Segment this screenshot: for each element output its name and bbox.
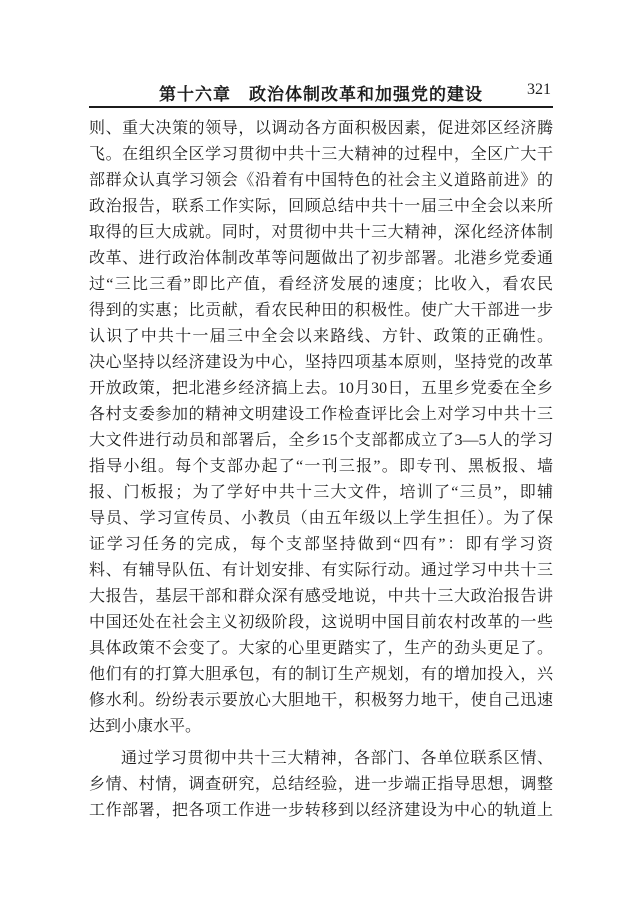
text-line: 导员、学习宣传员、小教员（由五年级以上学生担任）。为了保 [89, 510, 553, 527]
text-line: 达到小康水平。 [89, 718, 202, 735]
text-line: 通过学习贯彻中共十三大精神，各部门、各单位联系区情、 [121, 750, 553, 767]
text-line: 大报告，基层干部和群众深有感受地说，中共十三大政治报告讲 [89, 588, 553, 605]
text-line: 过“三比三看”即比产值，看经济发展的速度；比收入，看农民 [89, 276, 553, 293]
text-line: 得到的实惠；比贡献，看农民种田的积极性。使广大干部进一步 [89, 302, 553, 319]
text-line: 乡情、村情，调查研究，总结经验，进一步端正指导思想，调整 [89, 776, 553, 793]
paragraph [89, 116, 553, 740]
text-line: 证学习任务的完成，每个支部坚持做到“四有”：即有学习资 [89, 536, 553, 553]
text-line: 中国还处在社会主义初级阶段，这说明中国目前农村改革的一些 [89, 614, 553, 631]
text-line: 各村支委参加的精神文明建设工作检查评比会上对学习中共十三 [89, 406, 553, 423]
text-line: 取得的巨大成就。同时，对贯彻中共十三大精神，深化经济体制 [89, 224, 553, 241]
text-line: 修水利。纷纷表示要放心大胆地干，积极努力地干，使自己迅速 [89, 692, 553, 709]
page-content [89, 0, 553, 824]
text-line: 工作部署，把各项工作进一步转移到以经济建设为中心的轨道上 [89, 802, 553, 819]
text-line: 认识了中共十一届三中全会以来路线、方针、政策的正确性。 [89, 328, 553, 345]
text-line: 指导小组。每个支部办起了“一刊三报”。即专刊、黑板报、墙 [89, 458, 553, 475]
text-line: 他们有的打算大胆承包，有的制订生产规划，有的增加投入，兴 [89, 666, 553, 683]
text-line: 料、有辅导队伍、有计划安排、有实际行动。通过学习中共十三 [89, 562, 553, 579]
chapter-title: 第十六章 政治体制改革和加强党的建设 [159, 85, 483, 104]
text-line: 报、门板报；为了学好中共十三大文件，培训了“三员”，即辅 [89, 484, 553, 501]
text-line: 决心坚持以经济建设为中心，坚持四项基本原则，坚持党的改革 [89, 354, 553, 371]
header-rule [89, 106, 553, 108]
text-line: 则、重大决策的领导，以调动各方面积极因素，促进郊区经济腾 [89, 120, 553, 137]
page-body [89, 116, 553, 824]
page-number: 321 [527, 81, 551, 98]
text-line: 大文件进行动员和部署后，全乡15个支部都成立了3—5人的学习 [89, 432, 553, 449]
text-line: 部群众认真学习领会《沿着有中国特色的社会主义道路前进》的 [89, 172, 553, 189]
text-line: 飞。在组织全区学习贯彻中共十三大精神的过程中，全区广大干 [89, 146, 553, 163]
text-line: 政治报告，联系工作实际，回顾总结中共十一届三中全会以来所 [89, 198, 553, 215]
text-line: 开放政策，把北港乡经济搞上去。10月30日，五里乡党委在全乡 [89, 380, 553, 397]
text-line: 具体政策不会变了。大家的心里更踏实了，生产的劲头更足了。 [89, 640, 553, 657]
text-line: 改革、进行政治体制改革等问题做出了初步部署。北港乡党委通 [89, 250, 553, 267]
paragraph [89, 746, 553, 824]
running-header [89, 80, 553, 102]
